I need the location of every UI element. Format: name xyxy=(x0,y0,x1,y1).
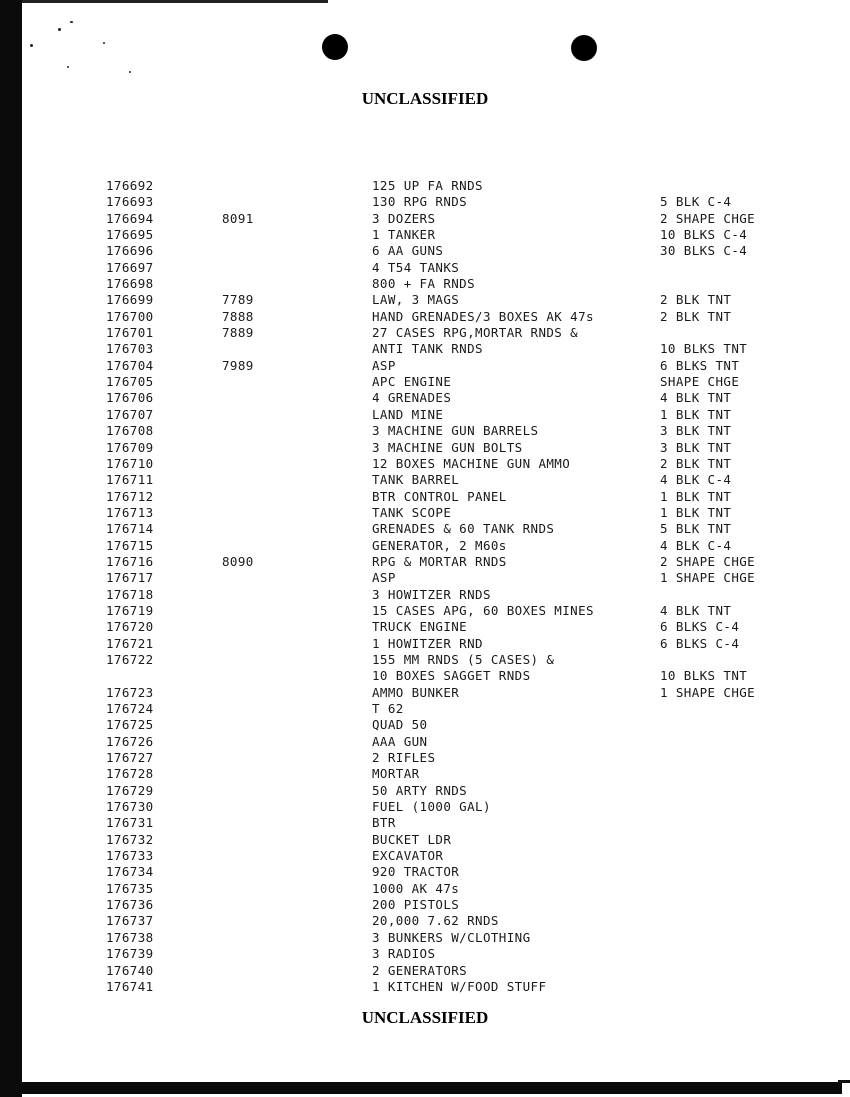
table-row xyxy=(0,554,850,570)
record-description: TANK SCOPE xyxy=(372,504,452,520)
table-row xyxy=(0,472,850,488)
record-description: HAND GRENADES/3 BOXES AK 47s xyxy=(372,308,594,324)
record-description: APC ENGINE xyxy=(372,374,452,390)
record-id: 176714 xyxy=(106,521,154,537)
table-row xyxy=(0,178,850,194)
table-row xyxy=(0,832,850,848)
record-description: 3 DOZERS xyxy=(372,210,436,226)
record-description: 1 KITCHEN W/FOOD STUFF xyxy=(372,978,547,994)
record-description: MORTAR xyxy=(372,766,420,782)
record-description: LAND MINE xyxy=(372,406,444,422)
record-description: TANK BARREL xyxy=(372,472,460,488)
record-id: 176727 xyxy=(106,750,154,766)
record-explosive: 2 BLK TNT xyxy=(660,292,732,308)
record-id: 176698 xyxy=(106,276,154,292)
scan-speck xyxy=(70,21,73,23)
record-id: 176716 xyxy=(106,553,154,569)
table-row xyxy=(0,864,850,880)
record-description: GENERATOR, 2 M60s xyxy=(372,537,507,553)
table-row xyxy=(0,489,850,505)
record-description: 2 GENERATORS xyxy=(372,962,468,978)
record-id: 176711 xyxy=(106,472,154,488)
table-row xyxy=(0,734,850,750)
record-explosive: 2 SHAPE CHGE xyxy=(660,553,756,569)
record-id: 176732 xyxy=(106,831,154,847)
table-row xyxy=(0,211,850,227)
table-row xyxy=(0,783,850,799)
record-id: 176712 xyxy=(106,488,154,504)
table-row xyxy=(0,603,850,619)
record-id: 176709 xyxy=(106,439,154,455)
record-id: 176710 xyxy=(106,455,154,471)
record-id: 176705 xyxy=(106,374,154,390)
record-explosive: 2 BLK TNT xyxy=(660,455,732,471)
record-id: 176719 xyxy=(106,602,154,618)
record-description: 920 TRACTOR xyxy=(372,864,460,880)
record-description: LAW, 3 MAGS xyxy=(372,292,460,308)
record-explosive: 6 BLKS C-4 xyxy=(660,619,740,635)
record-description: 1000 AK 47s xyxy=(372,880,460,896)
record-id: 176738 xyxy=(106,929,154,945)
record-description: 130 RPG RNDS xyxy=(372,194,468,210)
record-description: BTR CONTROL PANEL xyxy=(372,488,507,504)
record-description: AAA GUN xyxy=(372,733,428,749)
record-description: ASP xyxy=(372,357,396,373)
record-ref: 7889 xyxy=(222,325,254,341)
record-explosive: 2 BLK TNT xyxy=(660,308,732,324)
record-id: 176735 xyxy=(106,880,154,896)
table-row xyxy=(0,963,850,979)
record-description: 800 + FA RNDS xyxy=(372,276,476,292)
table-row xyxy=(0,407,850,423)
record-explosive: 1 SHAPE CHGE xyxy=(660,684,756,700)
scan-speck xyxy=(30,44,33,47)
record-id: 176733 xyxy=(106,848,154,864)
record-description: AMMO BUNKER xyxy=(372,684,460,700)
record-id: 176734 xyxy=(106,864,154,880)
record-explosive: 4 BLK TNT xyxy=(660,390,732,406)
record-id: 176722 xyxy=(106,651,154,667)
record-description: 2 RIFLES xyxy=(372,750,436,766)
record-explosive: 1 BLK TNT xyxy=(660,504,732,520)
record-description: 1 TANKER xyxy=(372,227,436,243)
record-description: 155 MM RNDS (5 CASES) & xyxy=(372,651,555,667)
record-description: 3 MACHINE GUN BARRELS xyxy=(372,423,539,439)
table-row xyxy=(0,390,850,406)
record-ref: 7989 xyxy=(222,357,254,373)
record-explosive: 30 BLKS C-4 xyxy=(660,243,748,259)
record-description: GRENADES & 60 TANK RNDS xyxy=(372,521,555,537)
table-row xyxy=(0,276,850,292)
table-row xyxy=(0,652,850,668)
record-description: 27 CASES RPG,MORTAR RNDS & xyxy=(372,325,579,341)
table-row xyxy=(0,358,850,374)
record-description: 12 BOXES MACHINE GUN AMMO xyxy=(372,455,571,471)
record-explosive: 10 BLKS TNT xyxy=(660,668,748,684)
record-id: 176728 xyxy=(106,766,154,782)
table-row xyxy=(0,587,850,603)
record-id: 176694 xyxy=(106,210,154,226)
table-row xyxy=(0,930,850,946)
record-id: 176741 xyxy=(106,978,154,994)
table-row xyxy=(0,505,850,521)
table-row xyxy=(0,570,850,586)
table-row xyxy=(0,309,850,325)
record-description: 3 HOWITZER RNDS xyxy=(372,586,491,602)
table-row xyxy=(0,341,850,357)
record-id: 176692 xyxy=(106,178,154,193)
record-description: 20,000 7.62 RNDS xyxy=(372,913,499,929)
record-id: 176726 xyxy=(106,733,154,749)
record-explosive: 1 SHAPE CHGE xyxy=(660,570,756,586)
record-description: BTR xyxy=(372,815,396,831)
table-row xyxy=(0,685,850,701)
record-explosive: 6 BLKS TNT xyxy=(660,357,740,373)
record-explosive: 3 BLK TNT xyxy=(660,439,732,455)
record-id: 176718 xyxy=(106,586,154,602)
record-id: 176729 xyxy=(106,782,154,798)
punch-hole-right xyxy=(571,35,597,61)
table-row xyxy=(0,913,850,929)
table-row xyxy=(0,717,850,733)
table-row xyxy=(0,292,850,308)
record-description: 3 RADIOS xyxy=(372,946,436,962)
record-id: 176693 xyxy=(106,194,154,210)
record-id: 176700 xyxy=(106,308,154,324)
record-id: 176740 xyxy=(106,962,154,978)
table-row xyxy=(0,374,850,390)
record-id: 176715 xyxy=(106,537,154,553)
record-explosive: 2 SHAPE CHGE xyxy=(660,210,756,226)
record-id: 176730 xyxy=(106,799,154,815)
record-id: 176723 xyxy=(106,684,154,700)
table-row xyxy=(0,440,850,456)
record-description: 50 ARTY RNDS xyxy=(372,782,468,798)
table-row xyxy=(0,325,850,341)
record-ref: 8091 xyxy=(222,210,254,226)
record-ref: 7888 xyxy=(222,308,254,324)
record-id: 176725 xyxy=(106,717,154,733)
record-description: 6 AA GUNS xyxy=(372,243,444,259)
scan-speck xyxy=(67,66,69,68)
scan-speck xyxy=(58,28,61,31)
record-description: ANTI TANK RNDS xyxy=(372,341,483,357)
record-explosive: 6 BLKS C-4 xyxy=(660,635,740,651)
table-row xyxy=(0,636,850,652)
scan-edge-top xyxy=(22,0,328,3)
record-description: BUCKET LDR xyxy=(372,831,452,847)
table-row xyxy=(0,979,850,995)
record-id: 176701 xyxy=(106,325,154,341)
record-description: 4 T54 TANKS xyxy=(372,259,460,275)
record-id: 176706 xyxy=(106,390,154,406)
table-row xyxy=(0,701,850,717)
record-id: 176695 xyxy=(106,227,154,243)
record-explosive: 1 BLK TNT xyxy=(660,488,732,504)
records-table xyxy=(0,178,850,995)
table-row xyxy=(0,521,850,537)
table-row xyxy=(0,260,850,276)
scan-edge-mark xyxy=(838,1080,850,1083)
punch-hole-left xyxy=(322,34,348,60)
record-description: ASP xyxy=(372,570,396,586)
record-explosive: 4 BLK C-4 xyxy=(660,537,732,553)
table-row xyxy=(0,194,850,210)
table-row xyxy=(0,619,850,635)
table-row xyxy=(0,799,850,815)
record-description: EXCAVATOR xyxy=(372,848,444,864)
scan-speck xyxy=(103,42,105,44)
table-row xyxy=(0,423,850,439)
record-description: TRUCK ENGINE xyxy=(372,619,468,635)
record-id: 176717 xyxy=(106,570,154,586)
table-row xyxy=(0,881,850,897)
record-explosive: 10 BLKS C-4 xyxy=(660,227,748,243)
table-row xyxy=(0,897,850,913)
record-explosive: 3 BLK TNT xyxy=(660,423,732,439)
table-row xyxy=(0,766,850,782)
header-classification: UNCLASSIFIED xyxy=(361,89,489,108)
record-description: QUAD 50 xyxy=(372,717,428,733)
record-description: 3 BUNKERS W/CLOTHING xyxy=(372,929,531,945)
record-description: 10 BOXES SAGGET RNDS xyxy=(372,668,531,684)
table-row xyxy=(0,750,850,766)
record-id: 176739 xyxy=(106,946,154,962)
record-id: 176721 xyxy=(106,635,154,651)
record-id: 176697 xyxy=(106,259,154,275)
record-description: 1 HOWITZER RND xyxy=(372,635,483,651)
record-id: 176724 xyxy=(106,701,154,716)
record-description: 3 MACHINE GUN BOLTS xyxy=(372,439,523,455)
record-explosive: 4 BLK TNT xyxy=(660,602,732,618)
record-id: 176708 xyxy=(106,423,154,439)
record-explosive: SHAPE CHGE xyxy=(660,374,740,390)
table-row xyxy=(0,946,850,962)
record-explosive: 5 BLK C-4 xyxy=(660,194,732,210)
record-explosive: 4 BLK C-4 xyxy=(660,472,732,488)
record-explosive: 5 BLK TNT xyxy=(660,521,732,537)
record-id: 176703 xyxy=(106,341,154,357)
record-id: 176736 xyxy=(106,897,154,913)
footer-classification: UNCLASSIFIED xyxy=(361,1008,489,1027)
record-description: RPG & MORTAR RNDS xyxy=(372,553,507,569)
record-id: 176699 xyxy=(106,292,154,308)
record-explosive: 10 BLKS TNT xyxy=(660,341,748,357)
record-id: 176696 xyxy=(106,243,154,259)
record-id: 176737 xyxy=(106,913,154,929)
scan-speck xyxy=(129,71,131,73)
table-row xyxy=(0,668,850,684)
record-id: 176713 xyxy=(106,504,154,520)
table-row xyxy=(0,815,850,831)
record-id: 176731 xyxy=(106,815,154,831)
table-row xyxy=(0,456,850,472)
record-id: 176707 xyxy=(106,406,154,422)
record-description: 15 CASES APG, 60 BOXES MINES xyxy=(372,602,594,618)
record-explosive: 1 BLK TNT xyxy=(660,406,732,422)
table-row xyxy=(0,243,850,259)
record-id: 176704 xyxy=(106,357,154,373)
table-row xyxy=(0,538,850,554)
scan-edge-bottom xyxy=(22,1082,842,1094)
record-ref: 7789 xyxy=(222,292,254,308)
record-description: 125 UP FA RNDS xyxy=(372,178,483,193)
table-row xyxy=(0,227,850,243)
record-description: 200 PISTOLS xyxy=(372,897,460,913)
record-description: FUEL (1000 GAL) xyxy=(372,799,491,815)
table-row xyxy=(0,848,850,864)
record-id: 176720 xyxy=(106,619,154,635)
record-description: T 62 xyxy=(372,701,404,716)
record-description: 4 GRENADES xyxy=(372,390,452,406)
record-ref: 8090 xyxy=(222,553,254,569)
